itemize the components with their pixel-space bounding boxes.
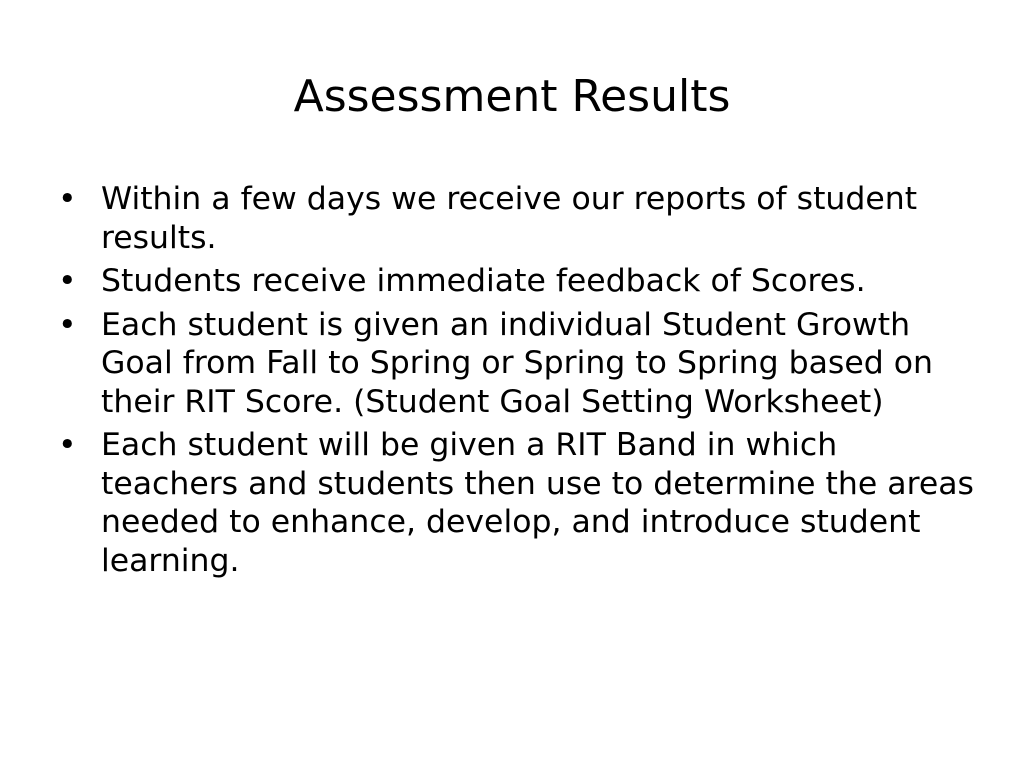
- bullet-icon: •: [58, 306, 77, 343]
- bullet-icon: •: [58, 181, 77, 217]
- bullet-text: Each student is given an individual Student Growth Goal from Fall to Spring or Spring to Spring based on their RIT Score. (Student Goal Setting Worksheet): [101, 306, 933, 420]
- bullet-icon: •: [58, 263, 77, 299]
- bullet-icon: •: [58, 427, 77, 463]
- slide-title: Assessment Results: [293, 71, 731, 122]
- bullet-text: Students receive immediate feedback of Scores.: [101, 263, 866, 299]
- bullet-text: Within a few days we receive our reports of student results.: [101, 181, 918, 256]
- bullet-item: [58, 262, 983, 301]
- bullet-item: [58, 180, 983, 257]
- bullet-list: [58, 180, 983, 585]
- bullet-item: [58, 426, 983, 580]
- bullet-item: [58, 306, 983, 422]
- bullet-text: Each student will be given a RIT Band in which teachers and students then use to determine the areas needed to enhance, develop, and introduce student learning.: [101, 427, 974, 579]
